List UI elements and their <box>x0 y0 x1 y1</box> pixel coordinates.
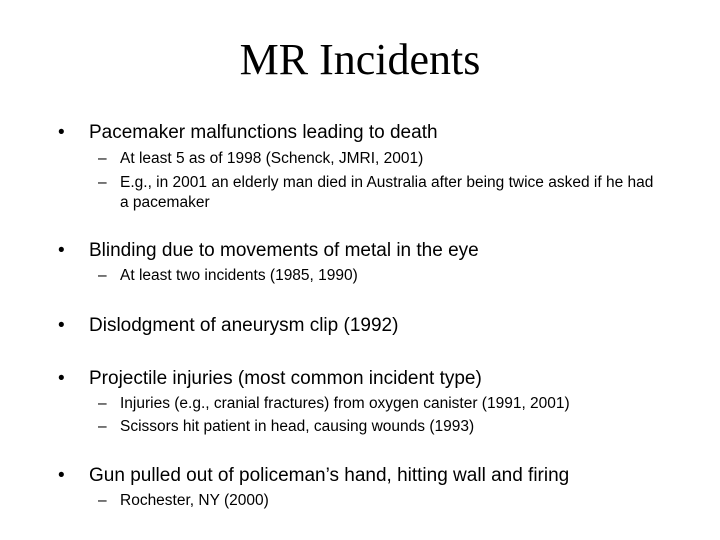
sub-bullet-text: At least 5 as of 1998 (Schenck, JMRI, 2001) <box>120 150 424 167</box>
sub-bullet-marker: – <box>98 174 107 191</box>
sub-bullet-text: Injuries (e.g., cranial fractures) from oxygen canister (1991, 2001) <box>120 395 570 412</box>
bullet-marker: • <box>58 315 65 336</box>
bullet-text: Dislodgment of aneurysm clip (1992) <box>89 315 399 336</box>
sub-bullet-text: At least two incidents (1985, 1990) <box>120 267 358 284</box>
sub-bullet-text: Scissors hit patient in head, causing wounds (1993) <box>120 418 475 435</box>
sub-bullet-marker: – <box>98 418 107 435</box>
sub-bullet-text: Rochester, NY (2000) <box>120 492 269 509</box>
bullet-marker: • <box>58 368 65 389</box>
slide-title: MR Incidents <box>239 35 481 84</box>
bullet-marker: • <box>58 465 65 486</box>
sub-bullet-marker: – <box>98 150 107 167</box>
sub-bullet-marker: – <box>98 395 107 412</box>
bullet-marker: • <box>58 122 65 143</box>
sub-bullet-marker: – <box>98 492 107 509</box>
sub-bullet-text: E.g., in 2001 an elderly man died in Australia after being twice asked if he had a pacemaker <box>120 174 654 211</box>
bullet-marker: • <box>58 240 65 261</box>
sub-bullet-marker: – <box>98 267 107 284</box>
bullet-text: Gun pulled out of policeman’s hand, hitting wall and firing <box>89 465 570 486</box>
bullet-text: Pacemaker malfunctions leading to death <box>89 122 438 143</box>
bullet-text: Blinding due to movements of metal in the eye <box>89 240 479 261</box>
bullet-text: Projectile injuries (most common incident type) <box>89 368 482 389</box>
